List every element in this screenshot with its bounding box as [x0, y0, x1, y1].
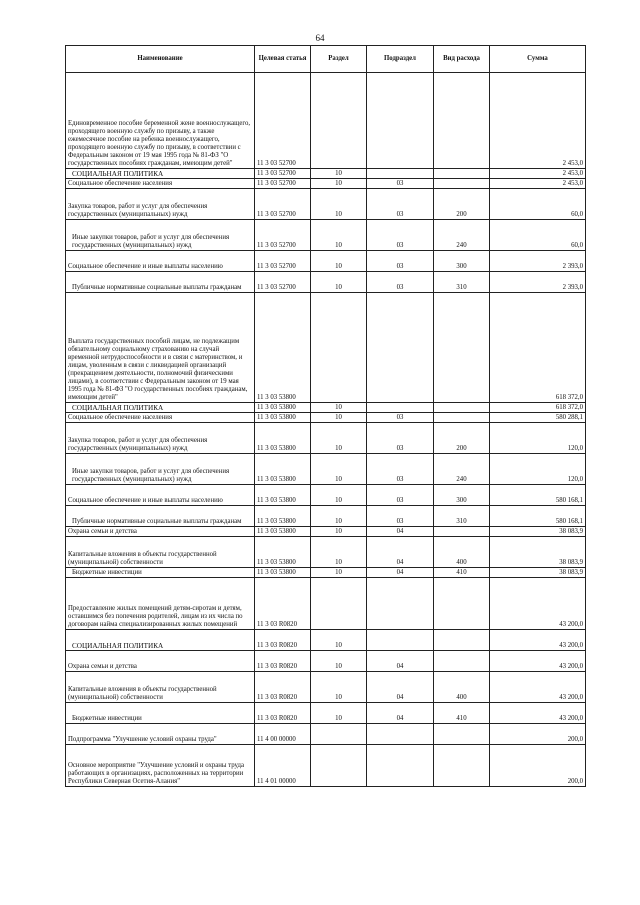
row-vid-cell — [434, 293, 490, 403]
row-summa-cell: 618 372,0 — [490, 293, 586, 403]
row-razdel-cell: 10 — [311, 251, 367, 272]
table-row — [66, 527, 586, 537]
row-podrazdel-cell: 04 — [367, 672, 434, 703]
row-vid-cell: 410 — [434, 703, 490, 724]
row-vid-cell: 400 — [434, 672, 490, 703]
row-summa-cell: 618 372,0 — [490, 403, 586, 413]
row-summa-cell: 43 200,0 — [490, 578, 586, 630]
row-summa-cell: 200,0 — [490, 745, 586, 787]
table-row — [66, 179, 586, 189]
row-podrazdel-cell: 04 — [367, 537, 434, 568]
row-vid-cell: 310 — [434, 272, 490, 293]
table-row — [66, 630, 586, 651]
row-vid-cell — [434, 73, 490, 169]
row-code-cell: 11 3 03 53800 — [255, 568, 311, 578]
table-row — [66, 578, 586, 630]
row-name-cell: Публичные нормативные социальные выплаты гражданам — [66, 272, 255, 293]
row-podrazdel-cell — [367, 169, 434, 179]
row-summa-cell: 200,0 — [490, 724, 586, 745]
row-podrazdel-cell: 04 — [367, 568, 434, 578]
table-row — [66, 703, 586, 724]
row-name-cell: Социальное обеспечение населения — [66, 413, 255, 423]
row-code-cell: 11 3 03 52700 — [255, 189, 311, 220]
row-code-cell: 11 3 03 53800 — [255, 293, 311, 403]
row-podrazdel-cell: 03 — [367, 189, 434, 220]
row-name-cell: Социальное обеспечение и иные выплаты населению — [66, 485, 255, 506]
row-podrazdel-cell: 03 — [367, 179, 434, 189]
row-name-cell: Выплата государственных пособий лицам, не подлежащим обязательному социальному страхованию на случай временной нетрудоспособности и в связи с материнством, и лицам, уволенным в связи с ликвидацией организаций (прекращением деятельности, полномочий физическими лицами), в соответствии с Федеральным законом от 19 мая 1995 года № 81-ФЗ "О государственных пособиях гражданам, имеющим детей" — [66, 293, 255, 403]
row-razdel-cell: 10 — [311, 527, 367, 537]
row-code-cell: 11 3 03 53800 — [255, 413, 311, 423]
row-code-cell: 11 3 03 52700 — [255, 272, 311, 293]
row-summa-cell: 43 200,0 — [490, 630, 586, 651]
row-vid-cell — [434, 724, 490, 745]
table-row — [66, 220, 586, 251]
row-name-cell: Иные закупки товаров, работ и услуг для обеспечения государственных (муниципальных) нужд — [66, 454, 255, 485]
row-name-cell: Закупка товаров, работ и услуг для обеспечения государственных (муниципальных) нужд — [66, 423, 255, 454]
row-code-cell: 11 3 03 R0820 — [255, 703, 311, 724]
row-podrazdel-cell — [367, 745, 434, 787]
row-vid-cell — [434, 745, 490, 787]
row-name-cell: Бюджетные инвестиции — [66, 703, 255, 724]
row-podrazdel-cell — [367, 578, 434, 630]
row-summa-cell: 38 083,9 — [490, 527, 586, 537]
table-row — [66, 413, 586, 423]
row-razdel-cell: 10 — [311, 220, 367, 251]
row-summa-cell: 2 393,0 — [490, 251, 586, 272]
row-razdel-cell: 10 — [311, 651, 367, 672]
column-header-podrazdel: Подраздел — [367, 46, 434, 73]
table-row — [66, 73, 586, 169]
row-vid-cell: 240 — [434, 454, 490, 485]
row-vid-cell: 200 — [434, 189, 490, 220]
table-row — [66, 537, 586, 568]
row-vid-cell — [434, 527, 490, 537]
row-name-cell: Социальное обеспечение населения — [66, 179, 255, 189]
row-razdel-cell — [311, 578, 367, 630]
row-summa-cell: 38 083,9 — [490, 537, 586, 568]
row-razdel-cell — [311, 724, 367, 745]
row-podrazdel-cell — [367, 630, 434, 651]
row-vid-cell — [434, 578, 490, 630]
row-podrazdel-cell: 03 — [367, 220, 434, 251]
table-row — [66, 293, 586, 403]
row-summa-cell: 2 453,0 — [490, 169, 586, 179]
row-summa-cell: 60,0 — [490, 220, 586, 251]
row-code-cell: 11 3 03 53800 — [255, 403, 311, 413]
row-vid-cell — [434, 651, 490, 672]
row-summa-cell: 580 168,1 — [490, 485, 586, 506]
row-razdel-cell: 10 — [311, 423, 367, 454]
table-row — [66, 454, 586, 485]
row-podrazdel-cell — [367, 293, 434, 403]
row-code-cell: 11 3 03 52700 — [255, 220, 311, 251]
row-podrazdel-cell: 03 — [367, 272, 434, 293]
row-podrazdel-cell: 04 — [367, 651, 434, 672]
row-vid-cell — [434, 413, 490, 423]
row-podrazdel-cell: 04 — [367, 703, 434, 724]
row-razdel-cell: 10 — [311, 672, 367, 703]
row-name-cell: Бюджетные инвестиции — [66, 568, 255, 578]
row-podrazdel-cell: 04 — [367, 527, 434, 537]
row-razdel-cell: 10 — [311, 272, 367, 293]
row-name-cell: Предоставление жилых помещений детям-сиротам и детям, оставшимся без попечения родителей, лицам из их числа по договорам найма специализированных жилых помещений — [66, 578, 255, 630]
row-name-cell: Капитальные вложения в объекты государственной (муниципальной) собственности — [66, 672, 255, 703]
table-row — [66, 485, 586, 506]
row-summa-cell: 580 168,1 — [490, 506, 586, 527]
table-row — [66, 724, 586, 745]
row-code-cell: 11 3 03 52700 — [255, 73, 311, 169]
row-summa-cell: 60,0 — [490, 189, 586, 220]
row-name-cell: Основное мероприятие "Улучшение условий и охраны труда работающих в организациях, расположенных на территории Республики Северная Осетия-Алания" — [66, 745, 255, 787]
row-razdel-cell: 10 — [311, 568, 367, 578]
row-vid-cell: 310 — [434, 506, 490, 527]
column-header-vid: Вид расхода — [434, 46, 490, 73]
table-row — [66, 189, 586, 220]
row-podrazdel-cell — [367, 403, 434, 413]
row-name-cell: Капитальные вложения в объекты государственной (муниципальной) собственности — [66, 537, 255, 568]
row-code-cell: 11 3 03 52700 — [255, 179, 311, 189]
column-header-name: Наименование — [66, 46, 255, 73]
row-razdel-cell: 10 — [311, 413, 367, 423]
row-razdel-cell — [311, 745, 367, 787]
row-vid-cell: 240 — [434, 220, 490, 251]
row-razdel-cell: 10 — [311, 169, 367, 179]
row-code-cell: 11 4 01 00000 — [255, 745, 311, 787]
row-podrazdel-cell — [367, 724, 434, 745]
row-summa-cell: 43 200,0 — [490, 651, 586, 672]
row-razdel-cell: 10 — [311, 179, 367, 189]
row-vid-cell: 400 — [434, 537, 490, 568]
row-name-cell: Охрана семьи и детства — [66, 527, 255, 537]
row-code-cell: 11 3 03 52700 — [255, 169, 311, 179]
row-vid-cell — [434, 403, 490, 413]
row-vid-cell — [434, 179, 490, 189]
row-razdel-cell — [311, 293, 367, 403]
row-summa-cell: 43 200,0 — [490, 672, 586, 703]
row-summa-cell: 2 453,0 — [490, 179, 586, 189]
row-name-cell: Подпрограмма "Улучшение условий охраны труда" — [66, 724, 255, 745]
row-summa-cell: 2 393,0 — [490, 272, 586, 293]
row-name-cell: Охрана семьи и детства — [66, 651, 255, 672]
table-row — [66, 651, 586, 672]
row-name-cell: Иные закупки товаров, работ и услуг для обеспечения государственных (муниципальных) нужд — [66, 220, 255, 251]
table-row — [66, 169, 586, 179]
budget-table — [65, 45, 586, 787]
row-podrazdel-cell: 03 — [367, 485, 434, 506]
row-podrazdel-cell — [367, 73, 434, 169]
row-razdel-cell: 10 — [311, 454, 367, 485]
row-vid-cell: 300 — [434, 251, 490, 272]
column-header-razdel: Раздел — [311, 46, 367, 73]
row-razdel-cell: 10 — [311, 485, 367, 506]
row-code-cell: 11 3 03 R0820 — [255, 578, 311, 630]
row-code-cell: 11 3 03 53800 — [255, 506, 311, 527]
table-row — [66, 568, 586, 578]
row-code-cell: 11 3 03 R0820 — [255, 630, 311, 651]
row-razdel-cell — [311, 73, 367, 169]
row-name-cell: Социальное обеспечение и иные выплаты населению — [66, 251, 255, 272]
row-code-cell: 11 4 00 00000 — [255, 724, 311, 745]
row-vid-cell: 300 — [434, 485, 490, 506]
row-summa-cell: 2 453,0 — [490, 73, 586, 169]
row-razdel-cell: 10 — [311, 703, 367, 724]
page-number: 64 — [315, 33, 325, 43]
row-summa-cell: 580 288,1 — [490, 413, 586, 423]
row-podrazdel-cell: 03 — [367, 413, 434, 423]
row-podrazdel-cell: 03 — [367, 423, 434, 454]
row-vid-cell: 200 — [434, 423, 490, 454]
table-row — [66, 272, 586, 293]
row-name-cell: СОЦИАЛЬНАЯ ПОЛИТИКА — [66, 630, 255, 651]
row-vid-cell — [434, 169, 490, 179]
row-razdel-cell: 10 — [311, 506, 367, 527]
row-summa-cell: 43 200,0 — [490, 703, 586, 724]
row-podrazdel-cell: 03 — [367, 251, 434, 272]
row-code-cell: 11 3 03 53800 — [255, 454, 311, 485]
row-razdel-cell: 10 — [311, 403, 367, 413]
column-header-summa: Сумма — [490, 46, 586, 73]
row-name-cell: СОЦИАЛЬНАЯ ПОЛИТИКА — [66, 169, 255, 179]
table-row — [66, 423, 586, 454]
table-row — [66, 251, 586, 272]
row-podrazdel-cell: 03 — [367, 454, 434, 485]
table-row — [66, 672, 586, 703]
row-razdel-cell: 10 — [311, 630, 367, 651]
column-header-code: Целевая статья — [255, 46, 311, 73]
row-name-cell: Закупка товаров, работ и услуг для обеспечения государственных (муниципальных) нужд — [66, 189, 255, 220]
row-name-cell: СОЦИАЛЬНАЯ ПОЛИТИКА — [66, 403, 255, 413]
row-razdel-cell: 10 — [311, 189, 367, 220]
row-name-cell: Единовременное пособие беременной жене военнослужащего, проходящего военную службу по призыву, а также ежемесячное пособие на ребенка военнослужащего, проходящего военную службу по призыву, в соответствии с Федеральным законом от 19 мая 1995 года № 81-ФЗ "О государственных пособиях гражданам, имеющим детей" — [66, 73, 255, 169]
row-razdel-cell: 10 — [311, 537, 367, 568]
row-summa-cell: 120,0 — [490, 423, 586, 454]
row-code-cell: 11 3 03 52700 — [255, 251, 311, 272]
row-code-cell: 11 3 03 53800 — [255, 537, 311, 568]
row-code-cell: 11 3 03 53800 — [255, 527, 311, 537]
row-name-cell: Публичные нормативные социальные выплаты гражданам — [66, 506, 255, 527]
row-code-cell: 11 3 03 R0820 — [255, 672, 311, 703]
table-row — [66, 745, 586, 787]
row-code-cell: 11 3 03 53800 — [255, 423, 311, 454]
row-summa-cell: 120,0 — [490, 454, 586, 485]
row-vid-cell: 410 — [434, 568, 490, 578]
table-row — [66, 506, 586, 527]
row-podrazdel-cell: 03 — [367, 506, 434, 527]
row-code-cell: 11 3 03 R0820 — [255, 651, 311, 672]
row-summa-cell: 38 083,9 — [490, 568, 586, 578]
table-header-row — [66, 46, 586, 73]
row-vid-cell — [434, 630, 490, 651]
row-code-cell: 11 3 03 53800 — [255, 485, 311, 506]
table-row — [66, 403, 586, 413]
